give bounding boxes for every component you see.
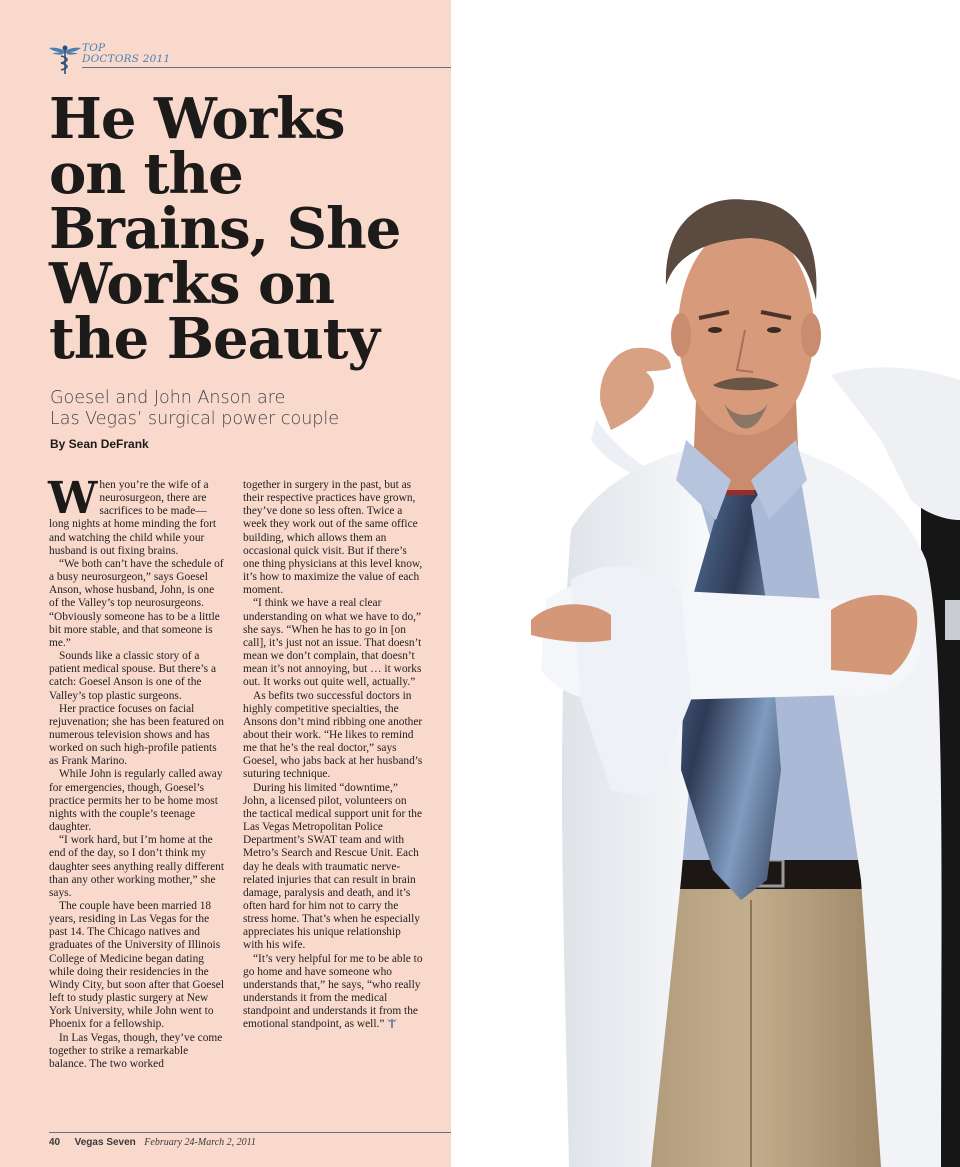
article-paragraph: “I work hard, but I’m home at the end of the day, so I don’t think my daughter sees anything really different than any other working mother,” she says. xyxy=(49,834,225,899)
article-paragraph: As befits two successful doctors in highly competitive specialties, the Ansons don’t mind ribbing one another about their work. “He likes to remind me that he’s the real doctor,” says Goesel, who jabs back at her husband’s suturing technique. xyxy=(243,689,423,781)
left-page xyxy=(0,0,451,1167)
article-paragraph: During his limited “downtime,” John, a licensed pilot, volunteers on the tactical medical support unit for the Las Vegas Metropolitan Police Department’s SWAT team and with Metro’s Search and Rescue Unit. Each day he deals with traumatic nerve-related injuries that can result in brain damage, paralysis and death, and it’s often hard for him not to carry the stress home. That’s when he especially appreciates his unique relationship with his wife. xyxy=(243,781,423,952)
right-page xyxy=(451,0,960,1167)
folio xyxy=(49,1137,256,1148)
page-number: 40 xyxy=(49,1137,61,1148)
caduceus-icon xyxy=(48,42,82,76)
article-column-1 xyxy=(48,473,225,1071)
article-paragraph: Her practice focuses on facial rejuvenation; she has been featured on numerous television shows and has worked on such high-profile patients as Frank Marino. xyxy=(49,702,224,768)
folio-rule xyxy=(49,1132,451,1133)
article-paragraph: Sounds like a classic story of a patient medical spouse. But there’s a catch: Goesel Anson is one of the Valley’s top plastic surgeons. xyxy=(49,650,217,702)
byline: By Sean DeFrank xyxy=(50,437,149,451)
article-paragraph: The couple have been married 18 years, residing in Las Vegas for the past 14. The Chicago natives and graduates of the University of Illinois College of Medicine began dating while doing their residencies in the Windy City, but soon after that Goesel left to study plastic surgery at New York University, while John went to Phoenix for a fellowship. xyxy=(49,900,225,1031)
section-label: TOP DOCTORS 2011 xyxy=(82,42,171,65)
caduceus-end-icon xyxy=(387,1018,397,1028)
drop-cap: W xyxy=(48,473,98,524)
portrait-photo xyxy=(451,0,960,1167)
deck: Goesel and John Anson are Las Vegas’ surgical power couple xyxy=(50,388,340,429)
article-paragraph: “It’s very helpful for me to be able to go home and have someone who understands that,” he says, “who really understands it from the medical standpoint and understands it from the emotional standpoint, as well.” xyxy=(243,952,423,1031)
section-rule xyxy=(82,67,451,68)
article-paragraph: While John is regularly called away for emergencies, though, Goesel’s practice permits her to be home most nights with the couple’s teenage daughter. xyxy=(49,768,223,834)
section-header xyxy=(48,42,451,72)
article-paragraph: together in surgery in the past, but as their respective practices have grown, they’ve done so less often. Twice a week they work out of the same office building, which allows them an occasional quick visit. But if there’s one thing physicians at this level know, it’s how to maximize the value of each moment. xyxy=(243,479,423,597)
article-paragraph: In Las Vegas, though, they’ve come together to strike a remarkable balance. The two worked xyxy=(49,1031,223,1070)
article-paragraph: “I think we have a real clear understanding on what we have to do,” she says. “When he has to go in [on call], it’s just not an issue. That doesn’t mean we don’t complain, that doesn’t mean it’s not annoying, but … it works out. It works out quite well, actually.” xyxy=(243,597,422,689)
article-paragraph: “We both can’t have the schedule of a busy neurosurgeon,” says Goesel Anson, whose husband, John, is one of the Valley’s top neurosurgeons. “Obviously someone has to be a little bit more stable, and that someone is me.” xyxy=(49,557,224,649)
headline: He Works on the Brains, She Works on the Beauty xyxy=(49,86,401,372)
article-column-2 xyxy=(243,479,423,1032)
magazine-name: Vegas Seven xyxy=(74,1137,136,1148)
issue-date: February 24-March 2, 2011 xyxy=(144,1137,256,1148)
article-paragraph: When you’re the wife of a neurosurgeon, there are sacrifices to be made—long nights at home minding the fort and watching the child while your husband is out fixing brains. xyxy=(48,473,217,557)
